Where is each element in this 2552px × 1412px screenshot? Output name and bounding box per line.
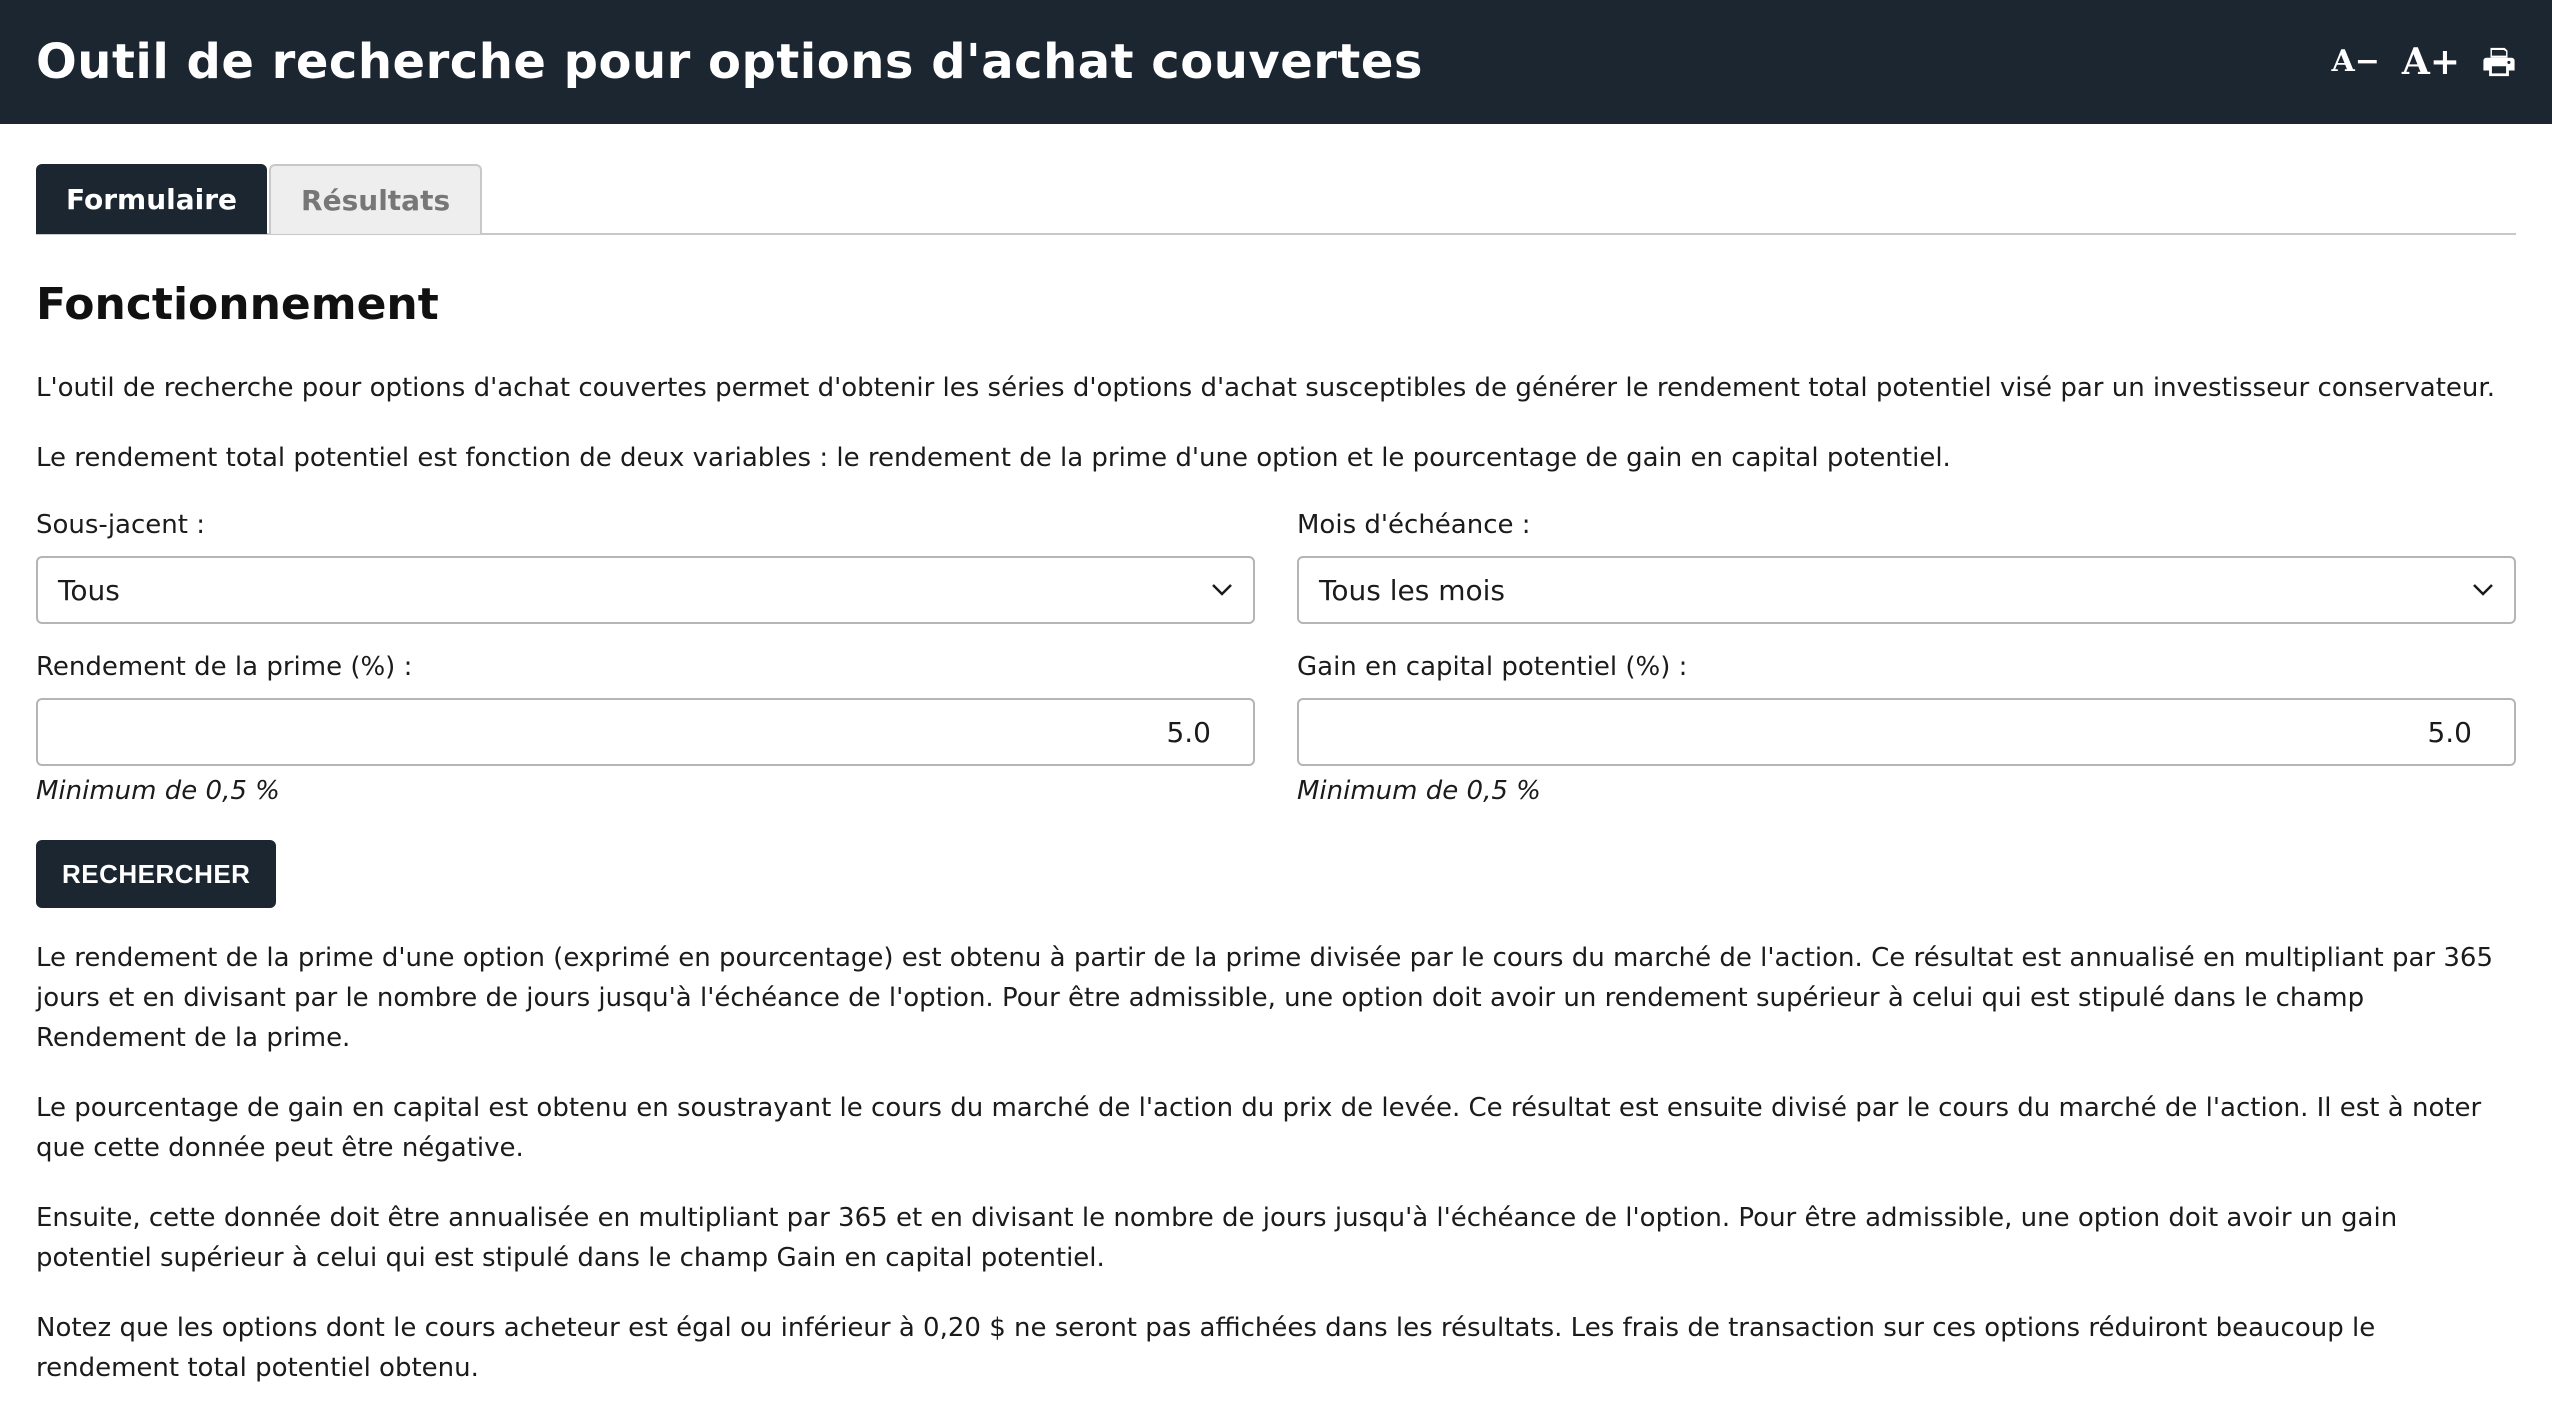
chevron-down-icon [2472, 583, 2494, 597]
capital-gain-label: Gain en capital potentiel (%) : [1297, 652, 1688, 682]
premium-yield-field [36, 652, 1255, 806]
premium-yield-label: Rendement de la prime (%) : [36, 652, 413, 682]
decrease-font-button[interactable]: A− [2331, 44, 2380, 79]
explanation-paragraph: Notez que les options dont le cours acheteur est égal ou inférieur à 0,20 $ ne seront pas affichées dans les résultats. Les frais de transaction sur ces options réduiront beaucoup le rendement total potentiel obtenu. [36, 1313, 2376, 1383]
tab-formulaire[interactable]: Formulaire [36, 164, 267, 234]
explanation-paragraph: Ensuite, cette donnée doit être annualisée en multipliant par 365 et en divisant le nombre de jours jusqu'à l'échéance de l'option. Pour être admissible, une option doit avoir un gain potentiel supérieur à celui qui est stipulé dans le champ Gain en capital potentiel. [36, 1203, 2398, 1273]
capital-gain-hint: Minimum de 0,5 % [1297, 776, 1541, 806]
capital-gain-field [1297, 652, 2516, 806]
increase-font-button[interactable]: A+ [2401, 41, 2460, 83]
print-icon[interactable] [2482, 45, 2516, 79]
capital-gain-input[interactable] [1297, 698, 2516, 766]
expiry-month-selected-value: Tous les mois [1319, 573, 1505, 607]
premium-yield-hint: Minimum de 0,5 % [36, 776, 280, 806]
app-header [0, 0, 2552, 124]
capital-gain-value: 5.0 [2427, 715, 2472, 749]
main-content [0, 124, 2552, 1388]
expiry-month-select[interactable] [1297, 556, 2516, 624]
premium-yield-input[interactable] [36, 698, 1255, 766]
expiry-month-field [1297, 510, 2516, 624]
chevron-down-icon [1211, 583, 1233, 597]
tab-resultats[interactable]: Résultats [269, 164, 482, 234]
section-title: Fonctionnement [36, 279, 439, 330]
explanation-paragraph: Le pourcentage de gain en capital est obtenu en soustrayant le cours du marché de l'action du prix de levée. Ce résultat est ensuite divisé par le cours du marché de l'action. Il est à noter que cette donnée peut être négative. [36, 1093, 2482, 1163]
header-tools [2331, 41, 2516, 83]
underlying-field [36, 510, 1255, 624]
premium-yield-value: 5.0 [1166, 715, 1211, 749]
explanation-paragraph: Le rendement de la prime d'une option (exprimé en pourcentage) est obtenu à partir de la prime divisée par le cours du marché de l'action. Ce résultat est annualisé en multipliant par 365 jours et en divisant par le nombre de jours jusqu'à l'échéance de l'option. Pour être admissible, une option doit avoir un rendement supérieur à celui qui est stipulé dans le champ Rendement de la prime. [36, 943, 2494, 1053]
underlying-selected-value: Tous [58, 573, 120, 607]
intro-paragraph: Le rendement total potentiel est fonction de deux variables : le rendement de la prime d'une option et le pourcentage de gain en capital potentiel. [36, 443, 1951, 473]
search-form [36, 510, 2516, 834]
expiry-month-label: Mois d'échéance : [1297, 510, 1531, 540]
page-title: Outil de recherche pour options d'achat couvertes [36, 34, 1423, 90]
underlying-select[interactable] [36, 556, 1255, 624]
underlying-label: Sous-jacent : [36, 510, 205, 540]
intro-paragraph: L'outil de recherche pour options d'achat couvertes permet d'obtenir les séries d'options d'achat susceptibles de générer le rendement total potentiel visé par un investisseur conservateur. [36, 373, 2495, 403]
tab-bar [36, 164, 2516, 235]
search-button[interactable]: RECHERCHER [36, 840, 276, 908]
